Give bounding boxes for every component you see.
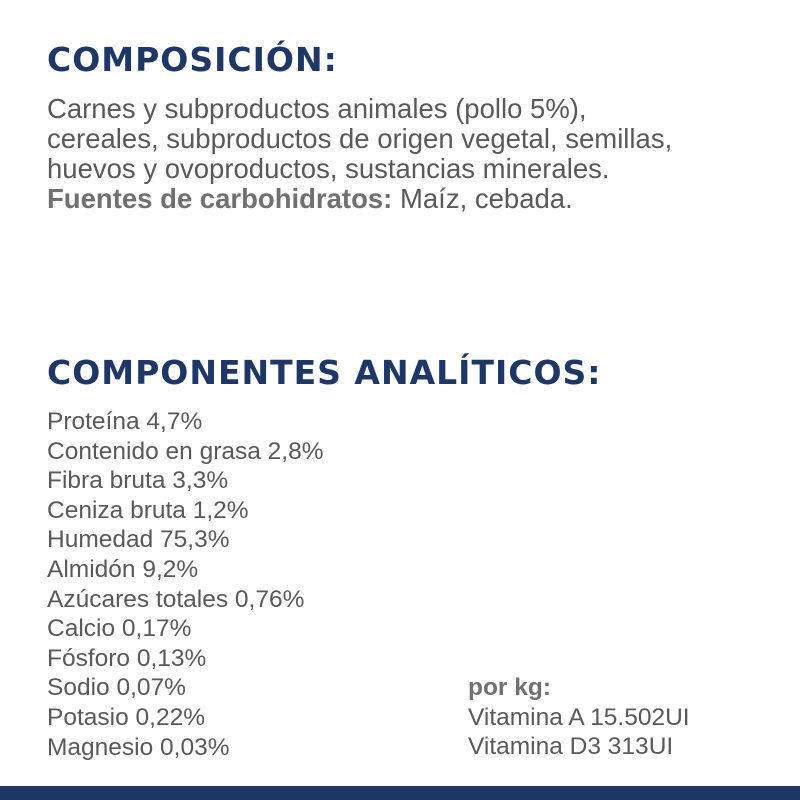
analytics-item-magnesium: Magnesio 0,03% [47, 733, 230, 761]
analytics-item-starch: Almidón 9,2% [47, 555, 199, 583]
analytics-item-sugars: Azúcares totales 0,76% [47, 585, 305, 613]
per-kg-item-vitamin-a: Vitamina A 15.502UI [468, 703, 690, 731]
analytics-item-fat: Contenido en grasa 2,8% [47, 437, 324, 465]
carbohydrate-sources-value: Maíz, cebada. [392, 183, 573, 214]
analytics-item-ash: Ceniza bruta 1,2% [47, 496, 249, 524]
analytics-item-phosphorus: Fósforo 0,13% [47, 644, 207, 672]
composition-line: cereales, subproductos de origen vegetal, semillas, [47, 123, 673, 154]
analytics-item-moisture: Humedad 75,3% [47, 526, 230, 554]
analytics-item-potassium: Potasio 0,22% [47, 703, 205, 731]
composition-heading: COMPOSICIÓN: [47, 40, 338, 79]
per-kg-block [468, 673, 690, 762]
analytics-list [47, 407, 324, 762]
carbohydrate-sources [47, 184, 787, 214]
analytics-item-calcium: Calcio 0,17% [47, 615, 192, 643]
per-kg-list [468, 703, 690, 762]
per-kg-item-vitamin-d3: Vitamina D3 313UI [468, 733, 674, 761]
analytics-heading: COMPONENTES ANALÍTICOS: [47, 353, 602, 392]
per-kg-label: por kg: [468, 674, 552, 701]
composition-line: huevos y ovoproductos, sustancias minerales. [47, 153, 610, 184]
composition-line: Carnes y subproductos animales (pollo 5%), [47, 93, 587, 124]
analytics-item-sodium: Sodio 0,07% [47, 674, 186, 702]
composition-text [47, 94, 787, 214]
analytics-item-fiber: Fibra bruta 3,3% [47, 467, 229, 495]
footer-bar [0, 786, 800, 800]
analytics-item-protein: Proteína 4,7% [47, 408, 203, 435]
carbohydrate-sources-label: Fuentes de carbohidratos: [47, 183, 393, 214]
